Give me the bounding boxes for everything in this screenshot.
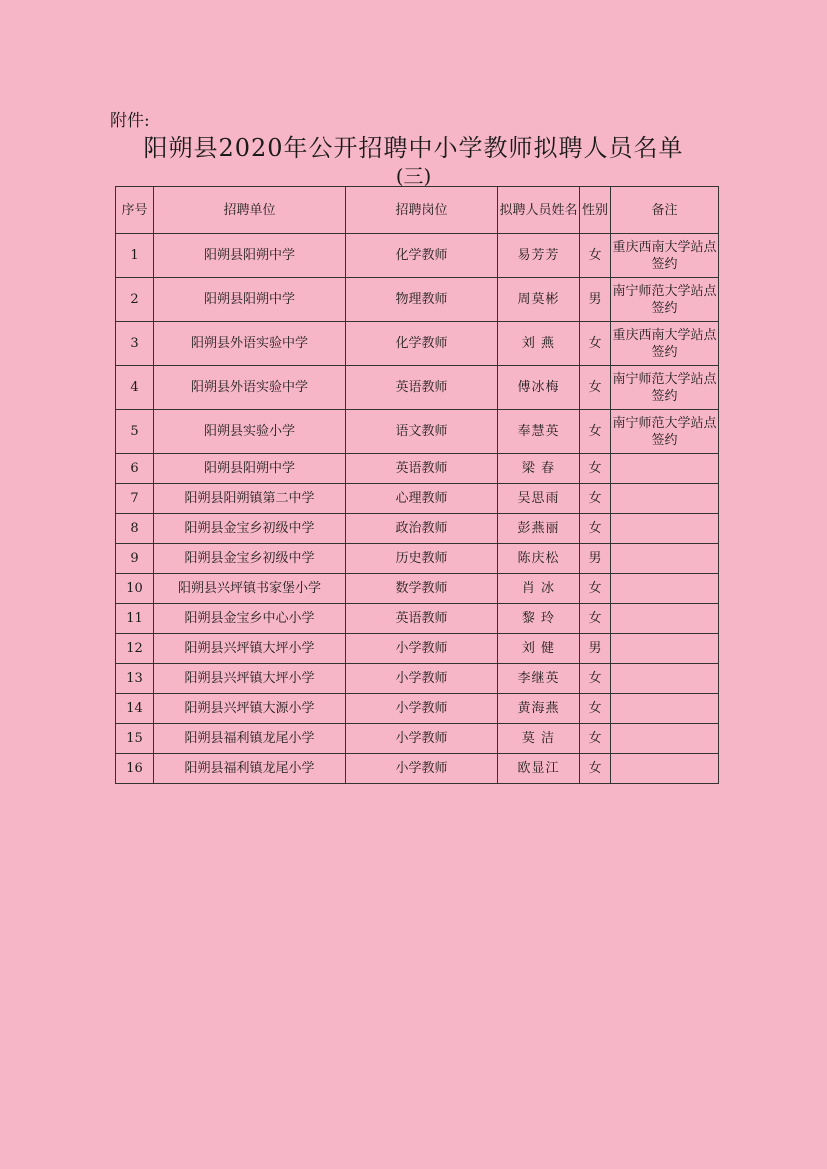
- cell-name: 梁 春: [498, 454, 580, 484]
- table-row: [116, 574, 719, 604]
- cell-note: [611, 454, 719, 484]
- cell-no: 11: [116, 604, 154, 634]
- cell-name: 莫 洁: [498, 724, 580, 754]
- attachment-label: 附件:: [110, 111, 150, 131]
- cell-post: 小学教师: [346, 664, 498, 694]
- candidate-table: [115, 186, 719, 784]
- cell-note: [611, 634, 719, 664]
- cell-no: 14: [116, 694, 154, 724]
- table-row: [116, 514, 719, 544]
- cell-name: 彭燕丽: [498, 514, 580, 544]
- cell-name: 刘 燕: [498, 322, 580, 366]
- cell-gender: 男: [580, 634, 611, 664]
- cell-unit: 阳朔县兴坪镇大坪小学: [154, 634, 346, 664]
- cell-note: 南宁师范大学站点签约: [611, 410, 719, 454]
- cell-gender: 女: [580, 604, 611, 634]
- cell-unit: 阳朔县福利镇龙尾小学: [154, 754, 346, 784]
- table-row: [116, 604, 719, 634]
- cell-gender: 女: [580, 366, 611, 410]
- cell-post: 历史教师: [346, 544, 498, 574]
- table-row: [116, 366, 719, 410]
- cell-post: 英语教师: [346, 366, 498, 410]
- cell-no: 4: [116, 366, 154, 410]
- table-row: [116, 454, 719, 484]
- cell-post: 政治教师: [346, 514, 498, 544]
- cell-note: [611, 724, 719, 754]
- cell-no: 5: [116, 410, 154, 454]
- table-row: [116, 484, 719, 514]
- cell-post: 小学教师: [346, 754, 498, 784]
- cell-unit: 阳朔县兴坪镇大坪小学: [154, 664, 346, 694]
- cell-post: 语文教师: [346, 410, 498, 454]
- cell-no: 8: [116, 514, 154, 544]
- cell-no: 13: [116, 664, 154, 694]
- cell-gender: 女: [580, 514, 611, 544]
- cell-unit: 阳朔县外语实验中学: [154, 366, 346, 410]
- cell-gender: 女: [580, 754, 611, 784]
- cell-post: 化学教师: [346, 234, 498, 278]
- cell-note: 南宁师范大学站点签约: [611, 366, 719, 410]
- cell-unit: 阳朔县阳朔中学: [154, 454, 346, 484]
- cell-no: 9: [116, 544, 154, 574]
- header-name: 拟聘人员姓名: [498, 187, 580, 234]
- cell-name: 傅冰梅: [498, 366, 580, 410]
- cell-post: 小学教师: [346, 694, 498, 724]
- cell-gender: 女: [580, 234, 611, 278]
- cell-unit: 阳朔县福利镇龙尾小学: [154, 724, 346, 754]
- table-row: [116, 322, 719, 366]
- header-no: 序号: [116, 187, 154, 234]
- table-row: [116, 234, 719, 278]
- header-post: 招聘岗位: [346, 187, 498, 234]
- cell-unit: 阳朔县阳朔镇第二中学: [154, 484, 346, 514]
- cell-unit: 阳朔县金宝乡中心小学: [154, 604, 346, 634]
- cell-post: 小学教师: [346, 724, 498, 754]
- cell-note: [611, 544, 719, 574]
- table-row: [116, 634, 719, 664]
- cell-post: 化学教师: [346, 322, 498, 366]
- cell-note: [611, 664, 719, 694]
- cell-no: 16: [116, 754, 154, 784]
- cell-gender: 女: [580, 724, 611, 754]
- cell-name: 吴思雨: [498, 484, 580, 514]
- header-unit: 招聘单位: [154, 187, 346, 234]
- cell-note: [611, 754, 719, 784]
- cell-name: 易芳芳: [498, 234, 580, 278]
- cell-post: 心理教师: [346, 484, 498, 514]
- cell-name: 周莫彬: [498, 278, 580, 322]
- cell-note: [611, 604, 719, 634]
- document-subtitle: (三): [395, 164, 432, 188]
- cell-post: 英语教师: [346, 454, 498, 484]
- cell-note: 重庆西南大学站点签约: [611, 234, 719, 278]
- cell-no: 3: [116, 322, 154, 366]
- cell-note: 重庆西南大学站点签约: [611, 322, 719, 366]
- cell-post: 英语教师: [346, 604, 498, 634]
- cell-note: [611, 514, 719, 544]
- cell-no: 15: [116, 724, 154, 754]
- cell-unit: 阳朔县金宝乡初级中学: [154, 514, 346, 544]
- cell-no: 10: [116, 574, 154, 604]
- cell-gender: 男: [580, 278, 611, 322]
- cell-post: 小学教师: [346, 634, 498, 664]
- cell-name: 李继英: [498, 664, 580, 694]
- cell-unit: 阳朔县兴坪镇书家堡小学: [154, 574, 346, 604]
- cell-no: 7: [116, 484, 154, 514]
- cell-note: [611, 574, 719, 604]
- table-row: [116, 664, 719, 694]
- cell-gender: 女: [580, 664, 611, 694]
- cell-gender: 女: [580, 410, 611, 454]
- table-row: [116, 754, 719, 784]
- header-note: 备注: [611, 187, 719, 234]
- cell-note: [611, 484, 719, 514]
- table-row: [116, 410, 719, 454]
- cell-no: 2: [116, 278, 154, 322]
- cell-gender: 女: [580, 694, 611, 724]
- cell-note: [611, 694, 719, 724]
- cell-unit: 阳朔县金宝乡初级中学: [154, 544, 346, 574]
- cell-unit: 阳朔县兴坪镇大源小学: [154, 694, 346, 724]
- document-title: 阳朔县2020年公开招聘中小学教师拟聘人员名单: [143, 134, 684, 162]
- table-header-row: [116, 187, 719, 234]
- table-row: [116, 694, 719, 724]
- cell-no: 12: [116, 634, 154, 664]
- cell-gender: 女: [580, 454, 611, 484]
- cell-unit: 阳朔县阳朔中学: [154, 278, 346, 322]
- table-row: [116, 544, 719, 574]
- cell-gender: 女: [580, 484, 611, 514]
- cell-post: 物理教师: [346, 278, 498, 322]
- cell-name: 黄海燕: [498, 694, 580, 724]
- cell-unit: 阳朔县实验小学: [154, 410, 346, 454]
- cell-gender: 女: [580, 322, 611, 366]
- cell-no: 1: [116, 234, 154, 278]
- cell-name: 肖 冰: [498, 574, 580, 604]
- cell-gender: 女: [580, 574, 611, 604]
- cell-post: 数学教师: [346, 574, 498, 604]
- table-row: [116, 724, 719, 754]
- cell-unit: 阳朔县阳朔中学: [154, 234, 346, 278]
- cell-name: 欧显江: [498, 754, 580, 784]
- cell-note: 南宁师范大学站点签约: [611, 278, 719, 322]
- cell-name: 奉慧英: [498, 410, 580, 454]
- cell-name: 黎 玲: [498, 604, 580, 634]
- cell-no: 6: [116, 454, 154, 484]
- table-row: [116, 278, 719, 322]
- cell-name: 刘 健: [498, 634, 580, 664]
- cell-name: 陈庆松: [498, 544, 580, 574]
- cell-gender: 男: [580, 544, 611, 574]
- cell-unit: 阳朔县外语实验中学: [154, 322, 346, 366]
- header-gender: 性别: [580, 187, 611, 234]
